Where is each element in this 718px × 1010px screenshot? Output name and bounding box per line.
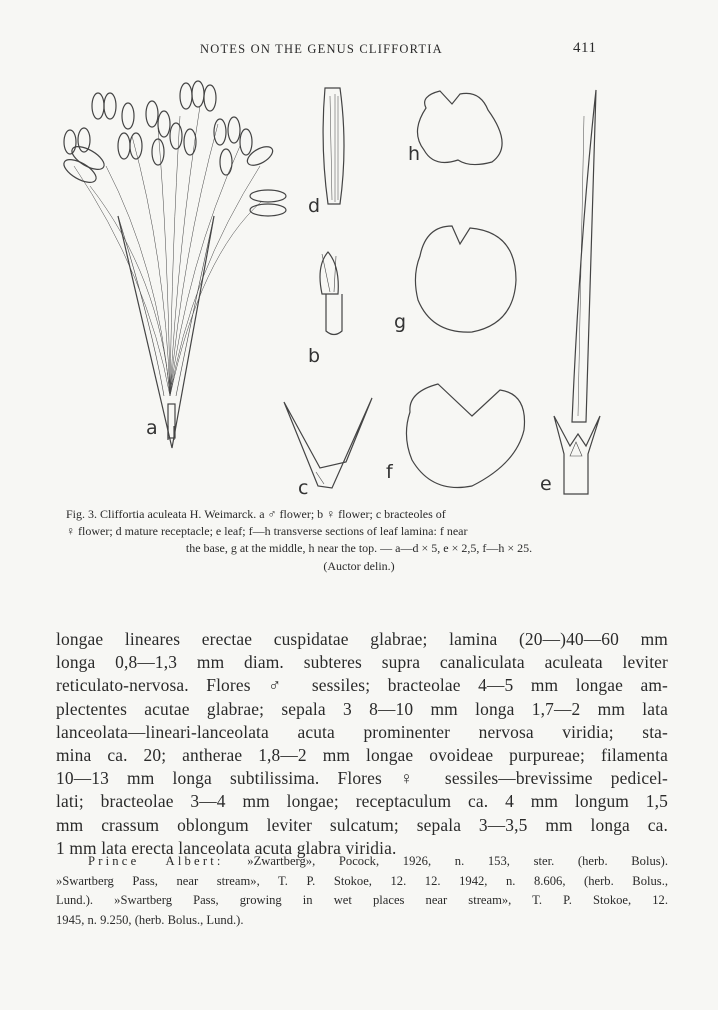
caption-credit: (Auctor delin.) [323,559,395,573]
caption-line: Fig. 3. Cliffortia aculeata H. Weimarck. a ♂ flower; b ♀ flower; c bracteoles of [66,507,446,521]
specimen-line: 1945, n. 9.250, (herb. Bolus., Lund.). [56,912,244,927]
body-line: reticulato-nervosa. Flores ♂ sessiles; bracteolae 4—5 mm longae am- [56,675,668,696]
page-header [0,40,718,64]
drawing-a-male-flower [60,81,286,448]
body-line: longa 0,8—1,3 mm diam. subteres supra canaliculata aculeata leviter [56,652,668,673]
specimen-line [56,852,668,872]
drawing-g-section [415,226,516,332]
drawing-e-leaf [554,90,600,494]
panel-label-g: g [394,311,407,333]
page-number: 411 [573,40,597,56]
drawing-f-section [406,384,524,488]
body-line: mm crassum oblongum leviter sulcatum; sepala 3—3,5 mm longa ca. [56,814,668,835]
panel-label-a: a [146,417,158,439]
specimen-text: »Zwartberg», Pocock, 1926, n. 153, ster. (herb. Bolus). [247,854,668,868]
panel-label-b: b [308,345,321,367]
body-line: lati; bracteolae 3—4 mm longae; receptaculum ca. 4 mm longum 1,5 [56,791,668,812]
panel-label-d: d [308,195,321,217]
body-line: lanceolata—lineari-lanceolata acuta prominenter nervosa viridia; sta- [56,721,668,742]
panel-label-f: f [386,461,393,483]
body-line: plectentes acutae glabrae; sepala 3 8—10 mm longa 1,7—2 mm lata [56,698,668,719]
panel-label-e: e [540,473,552,495]
botanical-figure [40,76,680,500]
body-line: mina ca. 20; antherae 1,8—2 mm longae ovoideae purpureae; filamenta [56,745,668,766]
body-line: longae lineares erectae cuspidatae glabrae; lamina (20—)40—60 mm [56,629,668,649]
figure-drawing [40,76,680,500]
caption-line: ♀ flower; d mature receptacle; e leaf; f—h transverse sections of leaf lamina: f near [66,524,468,538]
drawing-b-female-flower [320,252,342,335]
figure-caption [66,506,652,575]
drawing-c-bracteoles [284,398,372,488]
panel-label-h: h [408,143,421,165]
specimen-line: »Swartberg Pass, near stream», T. P. Stokoe, 12. 12. 1942, n. 8.606, (herb. Bolus., [56,873,668,888]
specimen-citations [56,852,668,930]
drawing-h-section [417,91,502,165]
body-line: 10—13 mm longa subtilissima. Flores ♀ sessiles—brevissime pedicel- [56,768,668,789]
running-title: NOTES ON THE GENUS CLIFFORTIA [200,42,443,56]
body-line: 1 mm lata erecta lanceolata acuta glabra viridia. [56,837,397,858]
body-paragraph [56,628,668,860]
specimen-region: Prince Albert: [88,854,224,868]
specimen-line: Lund.). »Swartberg Pass, growing in wet places near stream», T. P. Stokoe, 12. [56,893,668,907]
drawing-d-receptacle [323,88,344,204]
panel-label-c: c [298,477,309,499]
caption-line: the base, g at the middle, h near the top. — a—d × 5, e × 2,5, f—h × 25. [185,541,533,555]
